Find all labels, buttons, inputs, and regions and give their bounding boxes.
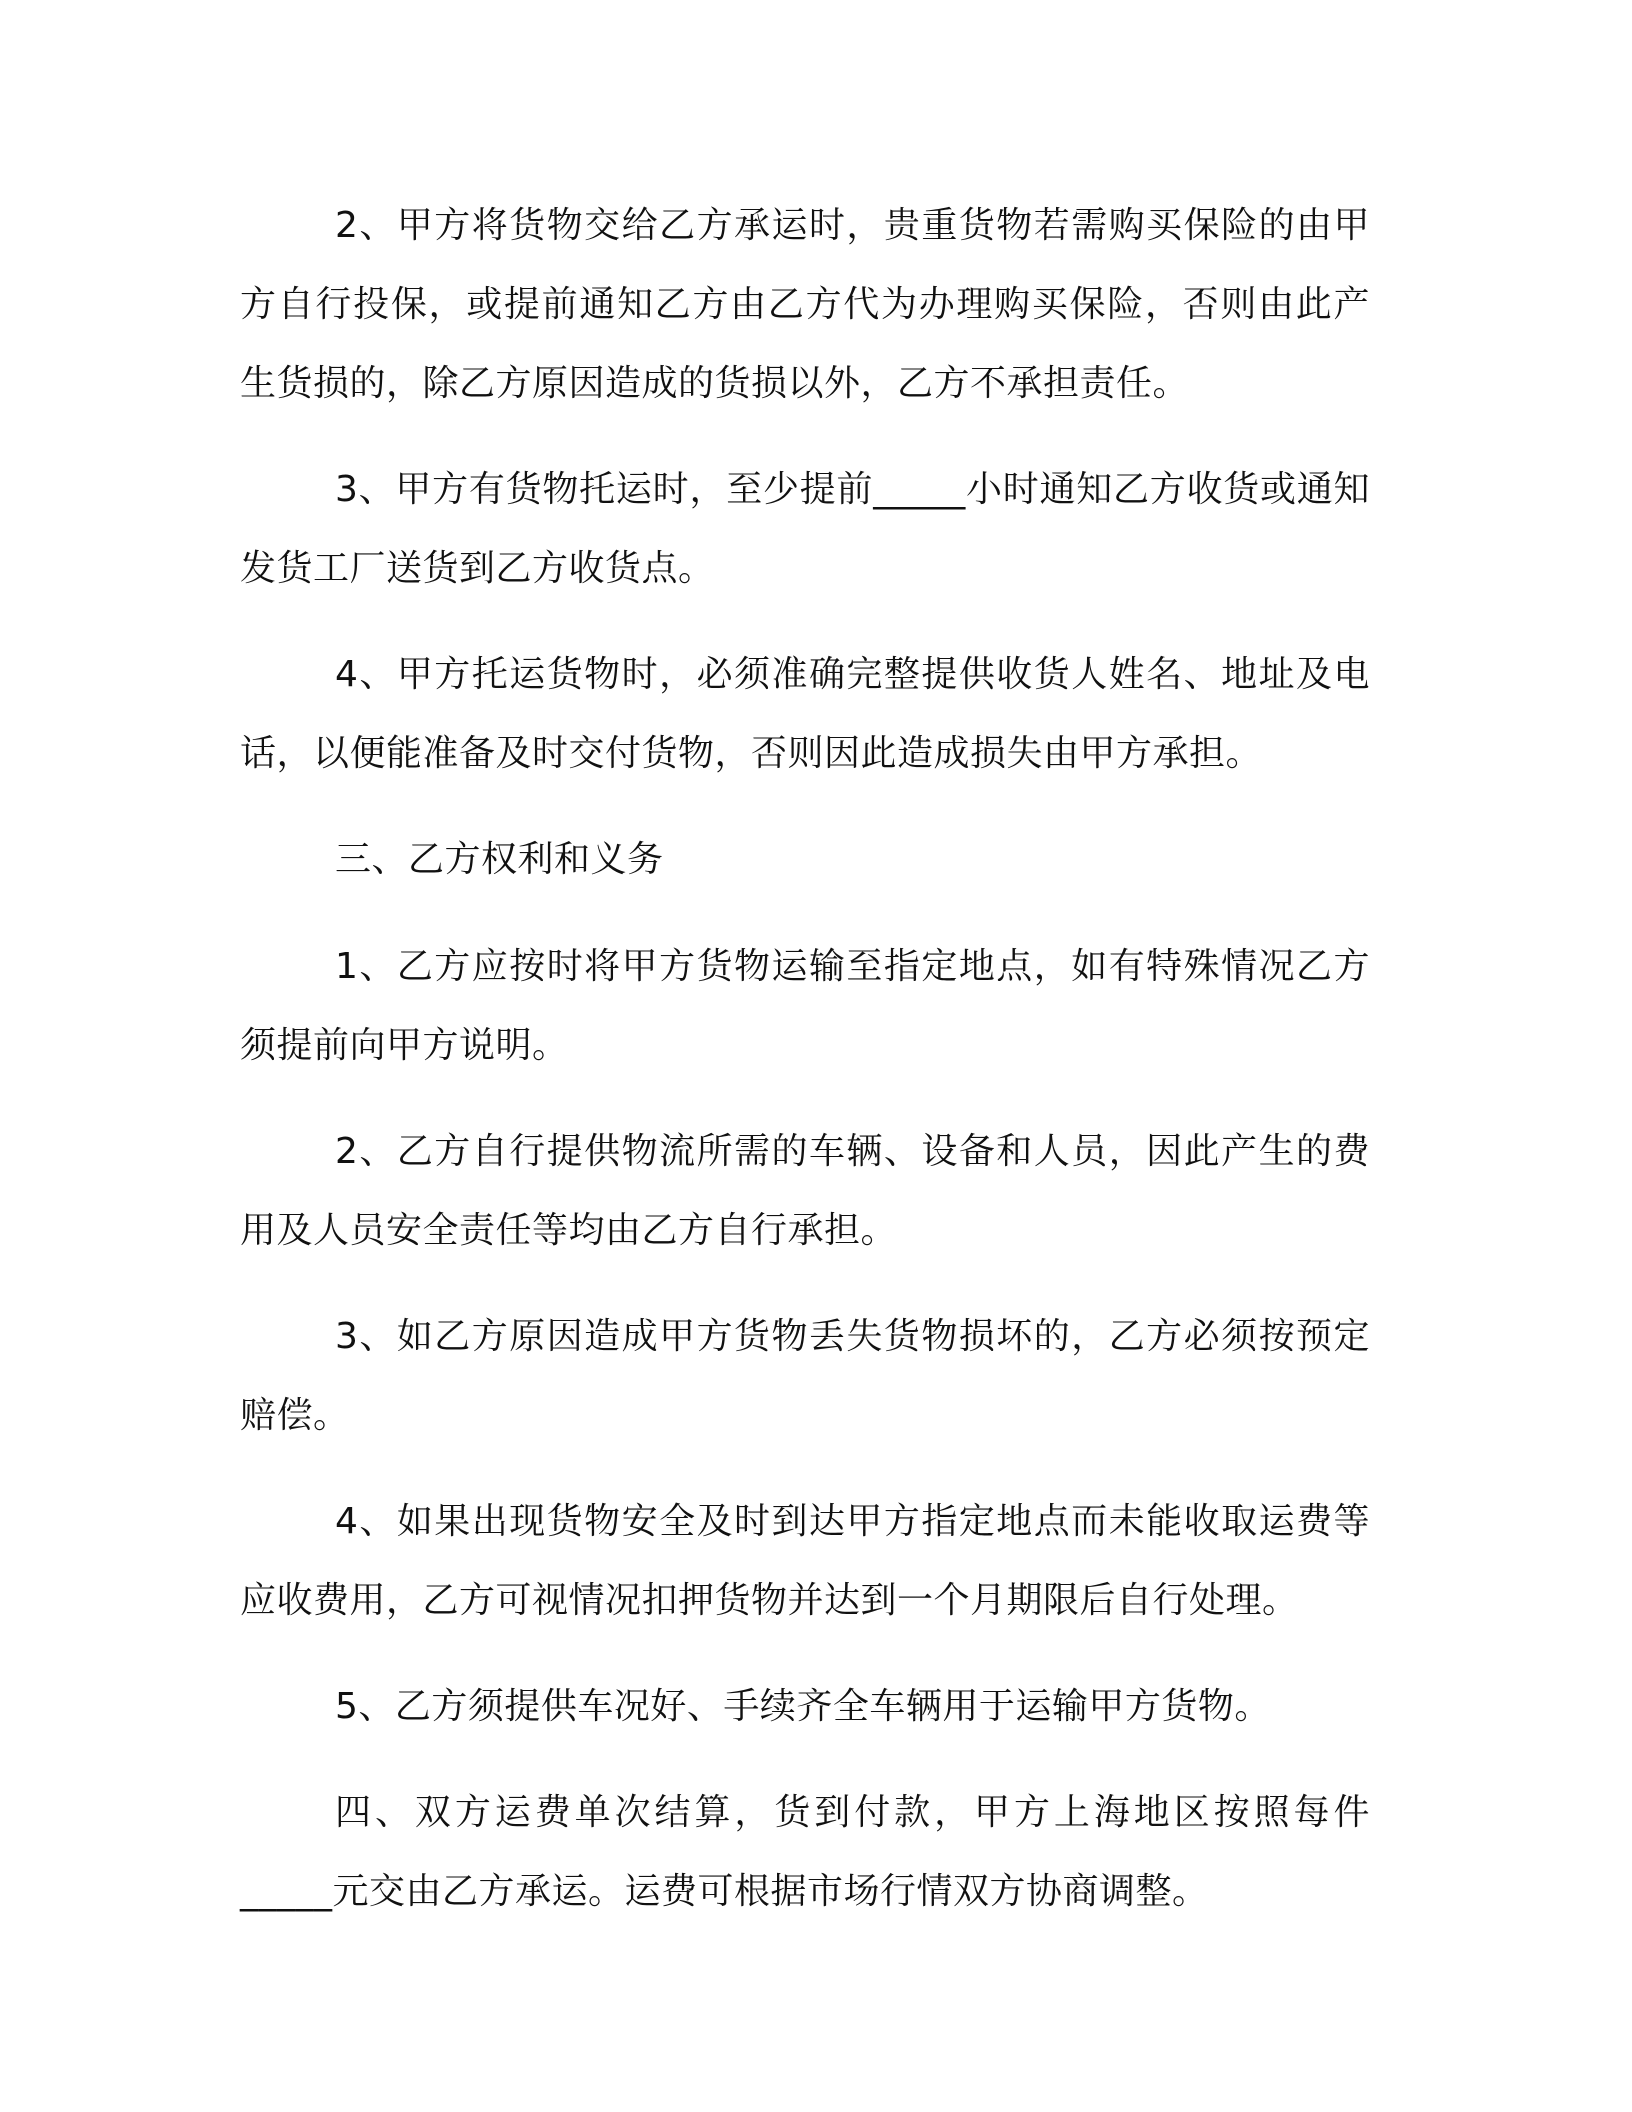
section-heading-party-b: 三、乙方权利和义务 — [335, 839, 664, 880]
paragraph-freight-settlement: 四、双方运费单次结算，货到付款，甲方上海地区按照每件_____元交由乙方承运。运费可根据市场行情双方协商调整。 — [240, 1792, 1370, 1912]
paragraph-party-b-detain-goods: 4、如果出现货物安全及时到达甲方指定地点而未能收取运费等应收费用，乙方可视情况扣押货物并达到一个月期限后自行处理。 — [240, 1501, 1370, 1621]
paragraph-party-b-vehicle-condition: 5、乙方须提供车况好、手续齐全车辆用于运输甲方货物。 — [335, 1686, 1271, 1727]
paragraph-party-b-delivery: 1、乙方应按时将甲方货物运输至指定地点，如有特殊情况乙方须提前向甲方说明。 — [240, 946, 1370, 1066]
paragraph-party-a-insurance: 2、甲方将货物交给乙方承运时，贵重货物若需购买保险的由甲方自行投保，或提前通知乙方由乙方代为办理购买保险，否则由此产生货损的，除乙方原因造成的货损以外，乙方不承担责任。 — [240, 205, 1370, 404]
paragraph-party-b-vehicles: 2、乙方自行提供物流所需的车辆、设备和人员，因此产生的费用及人员安全责任等均由乙方自行承担。 — [240, 1131, 1370, 1251]
paragraph-party-a-notice: 3、甲方有货物托运时，至少提前_____小时通知乙方收货或通知发货工厂送货到乙方收货点。 — [240, 469, 1370, 589]
paragraph-party-b-compensation: 3、如乙方原因造成甲方货物丢失货物损坏的，乙方必须按预定赔偿。 — [240, 1316, 1370, 1436]
document-page — [240, 186, 1370, 1958]
paragraph-party-a-consignee-info: 4、甲方托运货物时，必须准确完整提供收货人姓名、地址及电话，以便能准备及时交付货物，否则因此造成损失由甲方承担。 — [240, 654, 1370, 774]
